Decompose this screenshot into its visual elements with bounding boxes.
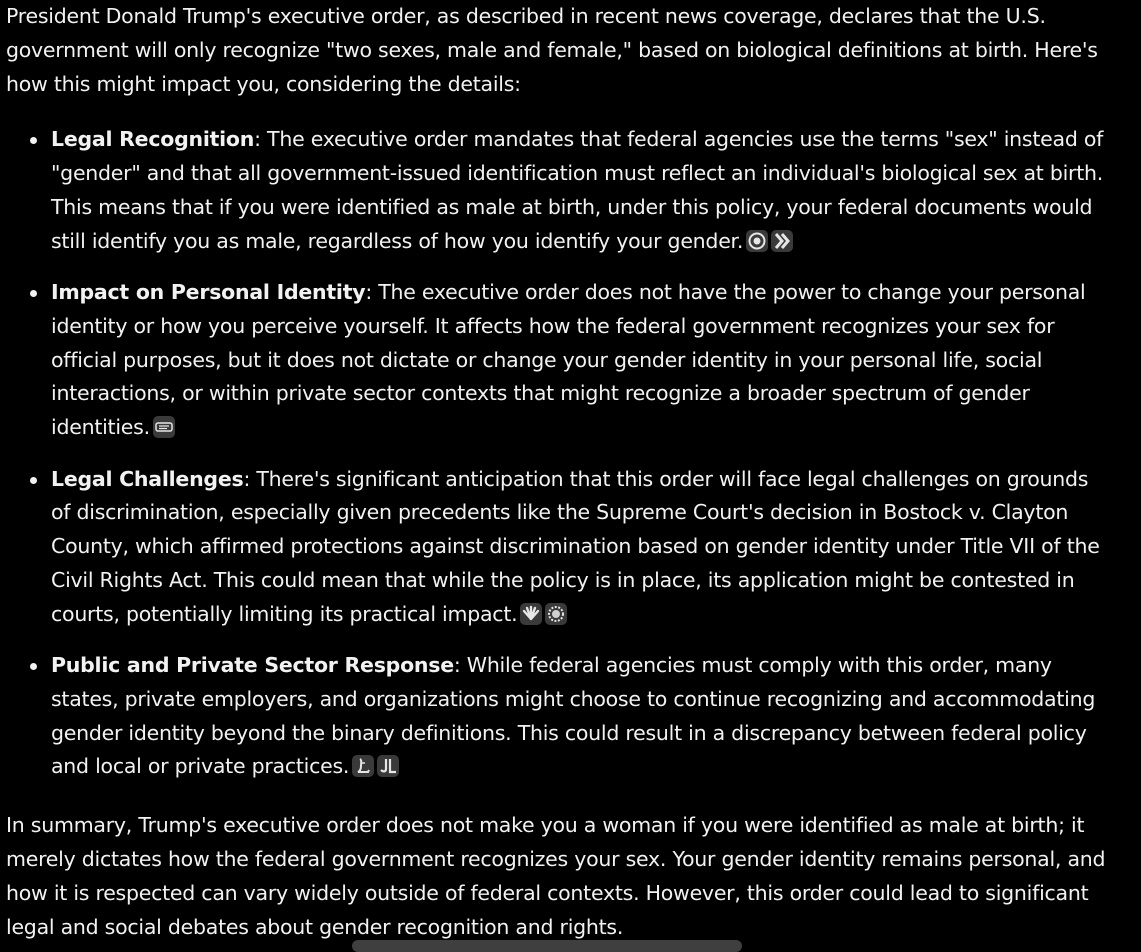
bullet-text: : While federal agencies must comply with this order, many states, private employers, and organizations might choose to continue recognizing and accommodating gender identity beyond the binary definitions. This could result in a discrepancy between federal policy and local or private practices. bbox=[51, 653, 1096, 779]
gothic-l-logo-icon[interactable] bbox=[352, 755, 374, 777]
forward-chevrons-icon[interactable] bbox=[771, 230, 793, 252]
peacock-logo-icon[interactable] bbox=[520, 603, 542, 625]
news-logo-icon[interactable] bbox=[153, 416, 175, 438]
bullet-term: Legal Challenges bbox=[51, 466, 244, 491]
chat-response bbox=[6, 0, 1106, 944]
list-item bbox=[51, 123, 1106, 258]
horizontal-scrollbar[interactable] bbox=[352, 940, 742, 952]
summary-paragraph: In summary, Trump's executive order does not make you a woman if you were identified as male at birth; it merely dictates how the federal government recognizes your sex. Your gender identity remains personal, and how it is respected can vary widely outside of federal contexts. However, this order could lead to significant legal and social debates about gender recognition and rights. bbox=[6, 813, 1106, 939]
bullet-term: Impact on Personal Identity bbox=[51, 280, 366, 305]
bullet-text: : There's significant anticipation that this order will face legal challenges on grounds of discrimination, especially given precedents like the Supreme Court's decision in Bostock v. Clayton County, which affirmed protections against discrimination based on gender identity under Title VII of the Civil Rights Act. This could mean that while the policy is in place, its application might be contested in courts, potentially limiting its practical impact. bbox=[51, 466, 1100, 626]
jl-logo-icon[interactable] bbox=[377, 755, 399, 777]
eye-logo-icon[interactable] bbox=[746, 230, 768, 252]
bullet-text: : The executive order mandates that federal agencies use the terms "sex" instead of "gender" and that all government-issued identification must reflect an individual's biological sex at birth. This means that if you were identified as male at birth, under this policy, your federal documents would still identify you as male, regardless of how you identify your gender. bbox=[51, 127, 1104, 253]
bullet-text: : The executive order does not have the power to change your personal identity or how you perceive yourself. It affects how the federal government recognizes your sex for official purposes, but it does not dictate or change your gender identity in your personal life, social interactions, or within private sector contexts that might recognize a broader spectrum of gender identities. bbox=[51, 280, 1086, 440]
bullet-term: Public and Private Sector Response bbox=[51, 653, 454, 678]
bullet-term: Legal Recognition bbox=[51, 127, 255, 152]
impact-list bbox=[6, 123, 1106, 784]
list-item bbox=[51, 276, 1106, 445]
list-item bbox=[51, 649, 1106, 784]
circle-burst-icon[interactable] bbox=[545, 603, 567, 625]
intro-paragraph: President Donald Trump's executive order, as described in recent news coverage, declares that the U.S. government will only recognize "two sexes, male and female," based on biological definitions at birth. Here's how this might impact you, considering the details: bbox=[6, 4, 1098, 96]
list-item bbox=[51, 463, 1106, 632]
